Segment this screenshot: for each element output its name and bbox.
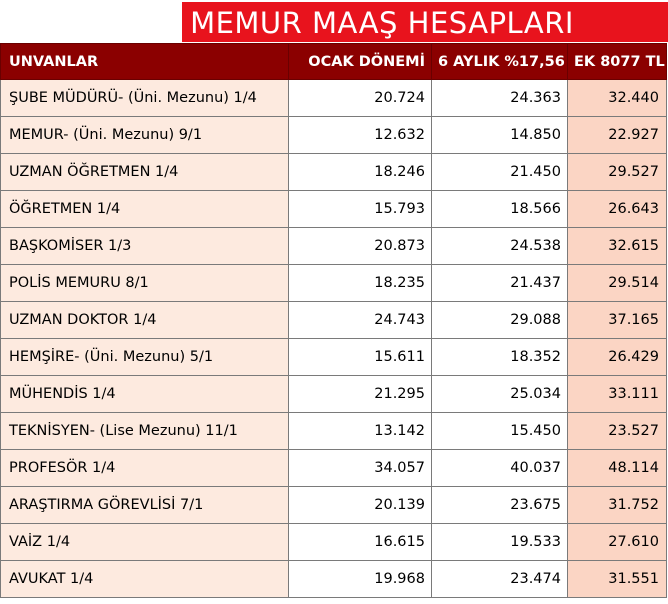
cell-ek[interactable]: 29.514 (568, 265, 667, 302)
cell-ek[interactable]: 37.165 (568, 302, 667, 339)
header-ocak-donemi[interactable]: OCAK DÖNEMİ (289, 44, 432, 80)
cell-unvan[interactable]: MEMUR- (Üni. Mezunu) 9/1 (1, 117, 289, 154)
cell-ek[interactable]: 32.440 (568, 80, 667, 117)
table-row (1, 450, 667, 487)
cell-ek[interactable]: 32.615 (568, 228, 667, 265)
cell-6-aylik[interactable]: 21.437 (432, 265, 568, 302)
cell-ek[interactable]: 23.527 (568, 413, 667, 450)
cell-unvan[interactable]: UZMAN DOKTOR 1/4 (1, 302, 289, 339)
table-row (1, 413, 667, 450)
cell-unvan[interactable]: ŞUBE MÜDÜRÜ- (Üni. Mezunu) 1/4 (1, 80, 289, 117)
header-unvanlar[interactable]: UNVANLAR (1, 44, 289, 80)
cell-6-aylik[interactable]: 23.474 (432, 561, 568, 598)
cell-ocak[interactable]: 15.611 (289, 339, 432, 376)
cell-6-aylik[interactable]: 15.450 (432, 413, 568, 450)
cell-6-aylik[interactable]: 24.538 (432, 228, 568, 265)
cell-ocak[interactable]: 20.139 (289, 487, 432, 524)
cell-6-aylik[interactable]: 14.850 (432, 117, 568, 154)
table-row (1, 487, 667, 524)
cell-unvan[interactable]: HEMŞİRE- (Üni. Mezunu) 5/1 (1, 339, 289, 376)
cell-unvan[interactable]: POLİS MEMURU 8/1 (1, 265, 289, 302)
table-row (1, 561, 667, 598)
table-row (1, 228, 667, 265)
table-row (1, 302, 667, 339)
cell-ocak[interactable]: 12.632 (289, 117, 432, 154)
table-row (1, 154, 667, 191)
cell-unvan[interactable]: BAŞKOMİSER 1/3 (1, 228, 289, 265)
cell-ek[interactable]: 31.551 (568, 561, 667, 598)
cell-6-aylik[interactable]: 18.566 (432, 191, 568, 228)
table-row (1, 117, 667, 154)
cell-unvan[interactable]: MÜHENDİS 1/4 (1, 376, 289, 413)
cell-ocak[interactable]: 18.246 (289, 154, 432, 191)
cell-unvan[interactable]: TEKNİSYEN- (Lise Mezunu) 11/1 (1, 413, 289, 450)
table-row (1, 191, 667, 228)
cell-6-aylik[interactable]: 23.675 (432, 487, 568, 524)
cell-ek[interactable]: 26.429 (568, 339, 667, 376)
cell-ocak[interactable]: 15.793 (289, 191, 432, 228)
table-row (1, 339, 667, 376)
cell-unvan[interactable]: ARAŞTIRMA GÖREVLİSİ 7/1 (1, 487, 289, 524)
cell-unvan[interactable]: VAİZ 1/4 (1, 524, 289, 561)
header-ek-8077[interactable]: EK 8077 TL (568, 44, 667, 80)
cell-unvan[interactable]: AVUKAT 1/4 (1, 561, 289, 598)
page-title: MEMUR MAAŞ HESAPLARI (190, 6, 574, 40)
table-row (1, 80, 667, 117)
cell-6-aylik[interactable]: 40.037 (432, 450, 568, 487)
cell-ocak[interactable]: 20.873 (289, 228, 432, 265)
cell-ek[interactable]: 27.610 (568, 524, 667, 561)
cell-6-aylik[interactable]: 24.363 (432, 80, 568, 117)
header-6-aylik[interactable]: 6 AYLIK %17,56 (432, 44, 568, 80)
table-row (1, 524, 667, 561)
cell-unvan[interactable]: ÖĞRETMEN 1/4 (1, 191, 289, 228)
table-row (1, 265, 667, 302)
cell-ocak[interactable]: 19.968 (289, 561, 432, 598)
cell-ek[interactable]: 31.752 (568, 487, 667, 524)
cell-ocak[interactable]: 18.235 (289, 265, 432, 302)
cell-ocak[interactable]: 16.615 (289, 524, 432, 561)
cell-ocak[interactable]: 24.743 (289, 302, 432, 339)
cell-ocak[interactable]: 34.057 (289, 450, 432, 487)
cell-ek[interactable]: 48.114 (568, 450, 667, 487)
cell-ek[interactable]: 29.527 (568, 154, 667, 191)
cell-ocak[interactable]: 13.142 (289, 413, 432, 450)
cell-ocak[interactable]: 20.724 (289, 80, 432, 117)
cell-ek[interactable]: 33.111 (568, 376, 667, 413)
table-row (1, 376, 667, 413)
cell-unvan[interactable]: PROFESÖR 1/4 (1, 450, 289, 487)
cell-6-aylik[interactable]: 19.533 (432, 524, 568, 561)
cell-unvan[interactable]: UZMAN ÖĞRETMEN 1/4 (1, 154, 289, 191)
cell-6-aylik[interactable]: 25.034 (432, 376, 568, 413)
cell-ocak[interactable]: 21.295 (289, 376, 432, 413)
header-row (1, 44, 667, 80)
title-banner (0, 0, 668, 44)
salary-table (0, 43, 667, 598)
cell-ek[interactable]: 26.643 (568, 191, 667, 228)
cell-6-aylik[interactable]: 21.450 (432, 154, 568, 191)
cell-6-aylik[interactable]: 29.088 (432, 302, 568, 339)
cell-ek[interactable]: 22.927 (568, 117, 667, 154)
cell-6-aylik[interactable]: 18.352 (432, 339, 568, 376)
